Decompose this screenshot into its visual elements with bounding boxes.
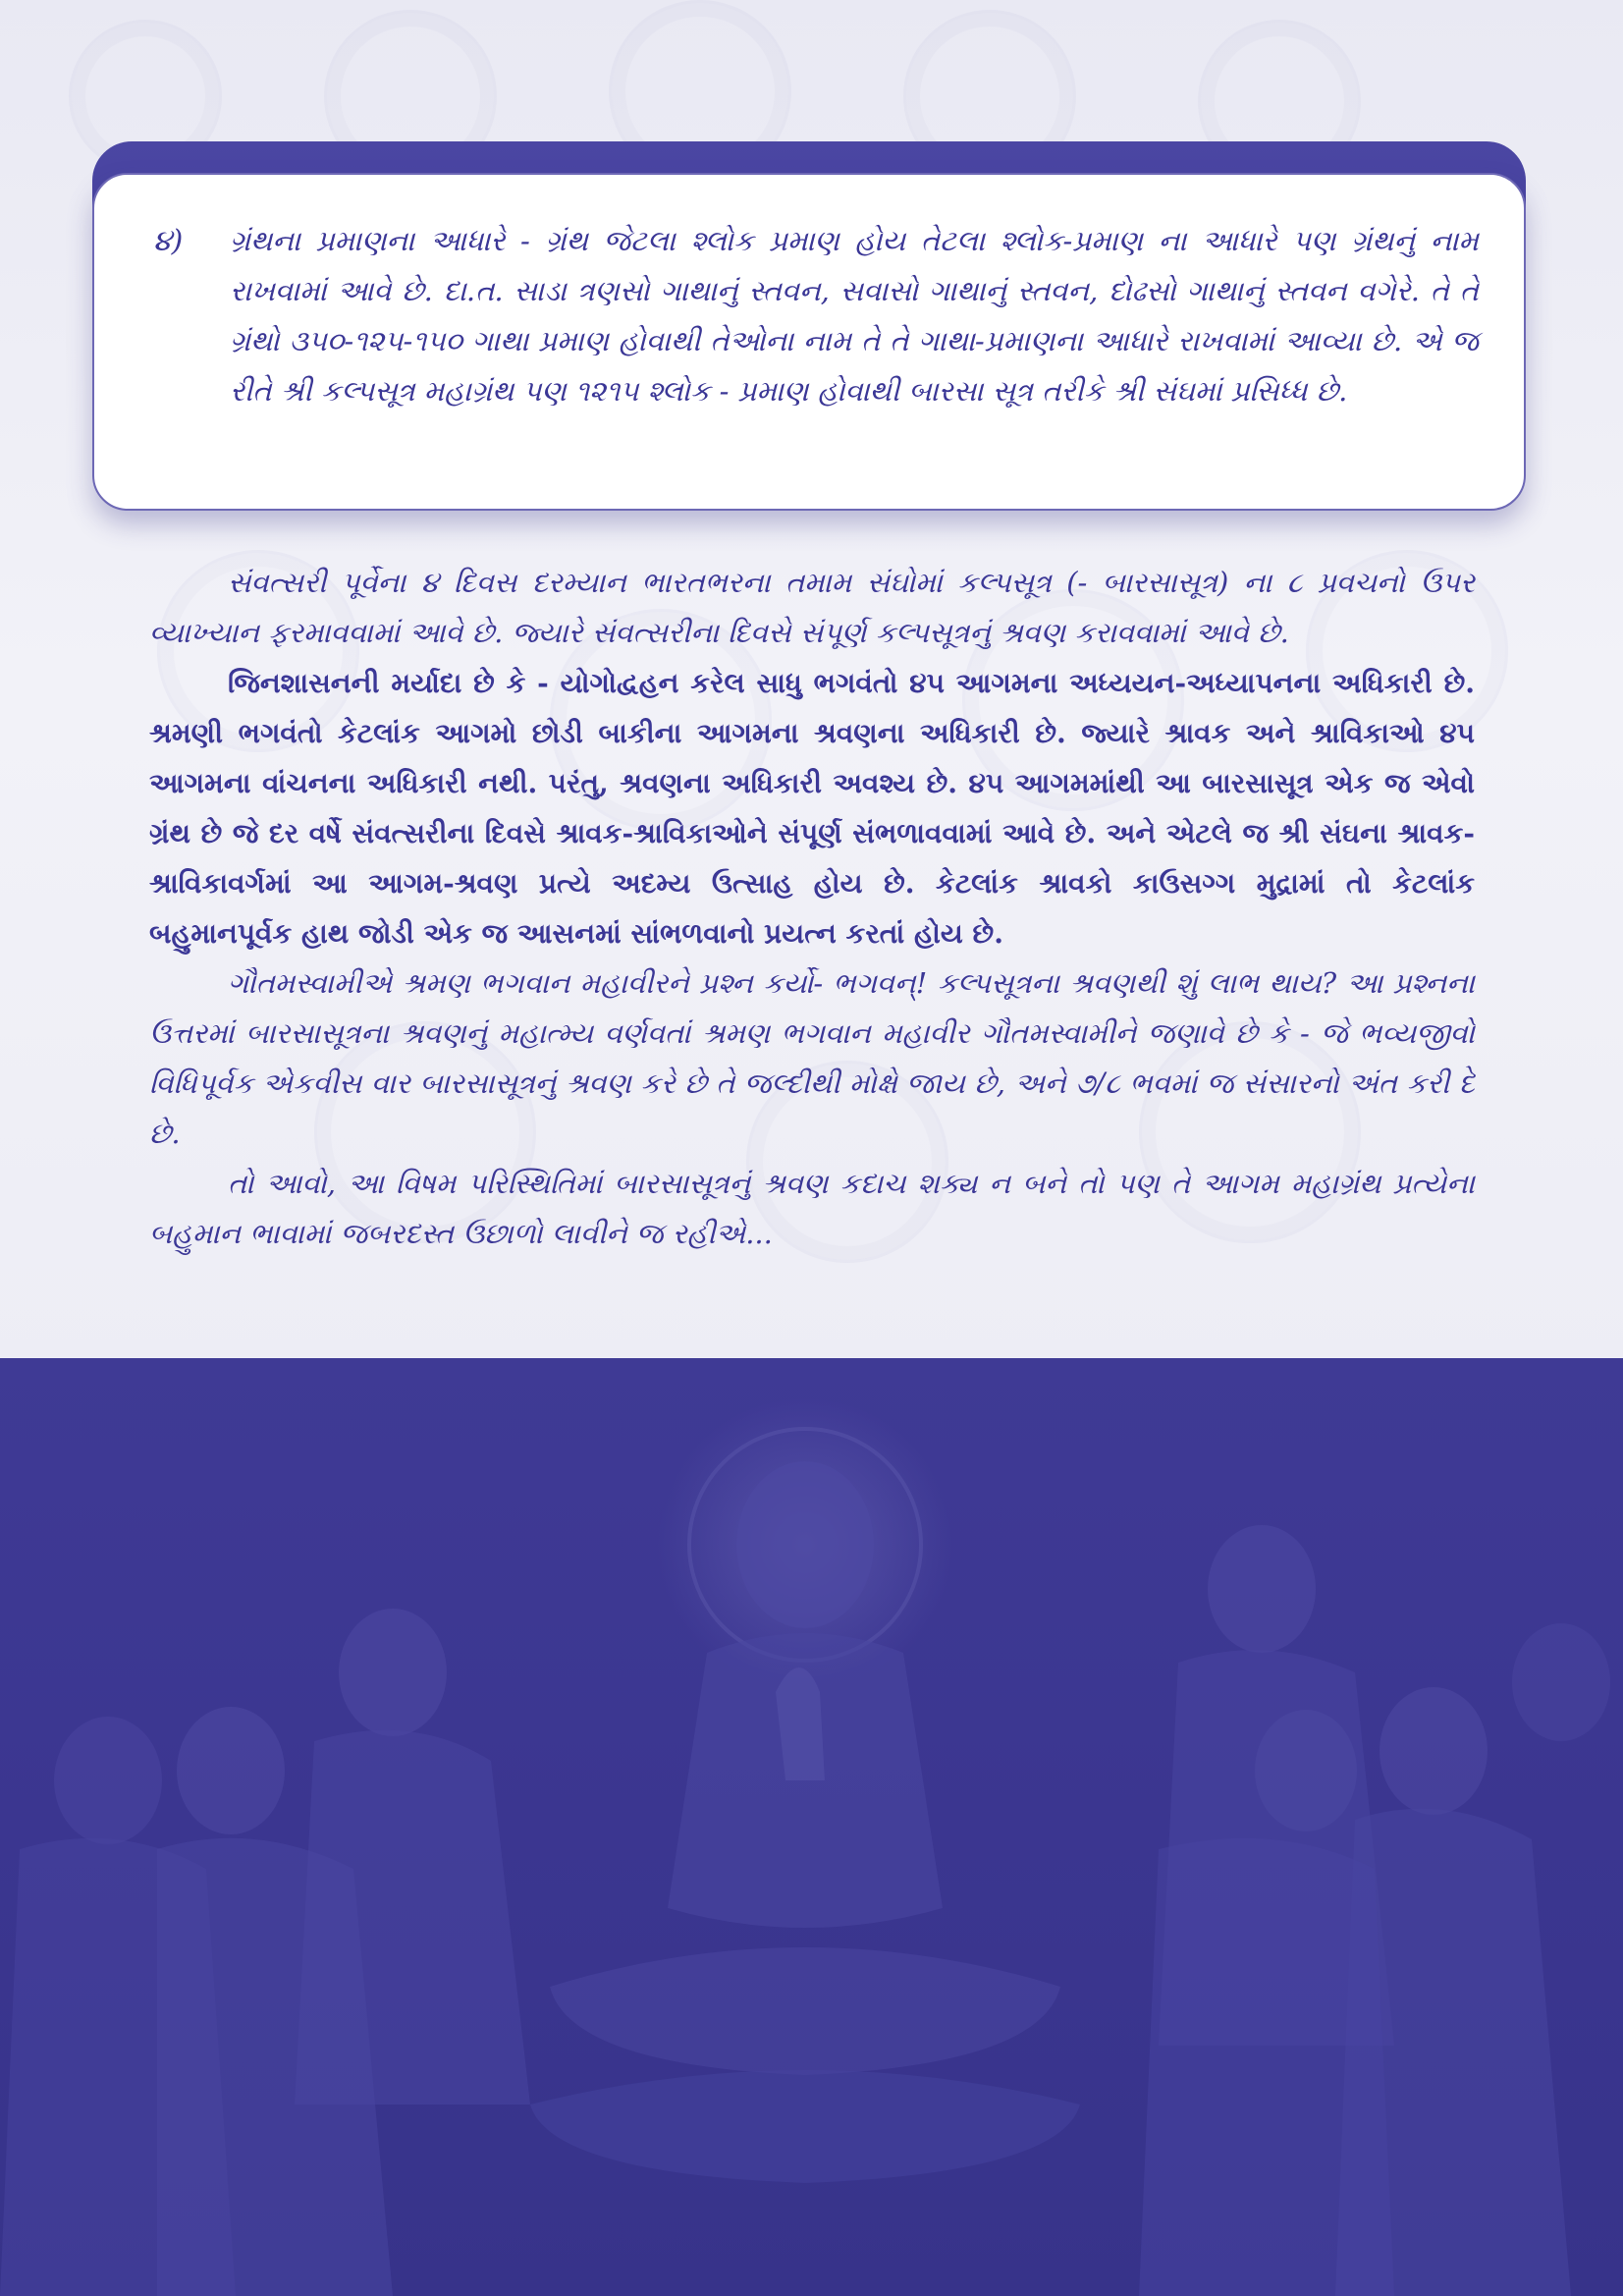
right-listener-head-1 xyxy=(1208,1525,1316,1653)
box-card xyxy=(92,173,1526,511)
right-listener-head-2 xyxy=(1380,1687,1488,1815)
left-listener-head-1 xyxy=(54,1717,162,1844)
central-figure-head xyxy=(736,1461,874,1628)
paragraph-gautam-question: ગૌતમસ્વામીએ શ્રમણ ભગવાન મહાવીરને પ્રશ્ન કર્યો- ભગવન્! કલ્પસૂત્રના શ્રવણથી શું લાભ થાય? આ પ્રશ્નના ઉત્તરમાં બારસાસૂત્રના શ્રવણનું મહાત્મ્ય વર્ણવતાં શ્રમણ ભગવાન મહાવીર ગૌતમસ્વામીને જણાવે છે કે - જે ભવ્યજીવો વિધિપૂર્વક એકવીસ વાર બારસાસૂત્રનું શ્રવણ કરે છે તે જલ્દીથી મોક્ષે જાય છે, અને ૭/૮ ભવમાં જ સંસારનો અંત કરી દે છે. xyxy=(149,966,1475,1150)
left-listener-head-3 xyxy=(339,1609,447,1736)
paragraph-paryushan: સંવત્સરી પૂર્વેના ૪ દિવસ દરમ્યાન ભારતભરના તમામ સંઘોમાં કલ્પસૂત્ર (- બારસાસૂત્ર) ના ૮ પ્રવચનો ઉપર વ્યાખ્યાન ફરમાવવામાં આવે છે. જ્યારે સંવત્સરીના દિવસે સંપૂર્ણ કલ્પસૂત્રનું શ્રવણ કરાવવામાં આવે છે. xyxy=(149,566,1475,649)
paragraph-jinshasan: જિનશાસનની મર્યાદા છે કે - યોગોદ્વહન કરેલ સાધુ ભગવંતો ૪૫ આગમના અધ્યયન-અધ્યાપનના અધિકારી છે. શ્રમણી ભગવંતો કેટલાંક આગમો છોડી બાકીના આગમના શ્રવણના અધિકારી છે. જ્યારે શ્રાવક અને શ્રાવિકાઓ ૪૫ આગમના વાંચનના અધિકારી નથી. પરંતુ, શ્રવણના અધિકારી અવશ્ય છે. ૪૫ આગમમાંથી આ બારસાસૂત્ર એક જ એવો ગ્રંથ છે જે દર વર્ષે સંવત્સરીના દિવસે શ્રાવક-શ્રાવિકાઓને સંપૂર્ણ સંભળાવવામાં આવે છે. અને એટલે જ શ્રી સંઘના શ્રાવક-શ્રાવિકાવર્ગમાં આ આગમ-શ્રવણ પ્રત્યે અદમ્ય ઉત્સાહ હોય છે. કેટલાંક શ્રાવકો કાઉસગ્ગ મુદ્રામાં તો કેટલાંક બહુમાનપૂર્વક હાથ જોડી એક જ આસનમાં સાંભળવાનો પ્રયત્ન કરતાં હોય છે. xyxy=(149,667,1475,950)
right-listener-head-3 xyxy=(1512,1623,1610,1741)
body-text xyxy=(149,558,1475,1259)
left-listener-head-2 xyxy=(177,1707,285,1834)
mahavira-sermon-illustration-icon xyxy=(0,1358,1623,2296)
box-item-number: ૪) xyxy=(153,224,184,258)
lotus-seat xyxy=(530,2070,1080,2183)
illustration-panel xyxy=(0,1358,1623,2296)
right-listener-body-4 xyxy=(1139,1838,1394,2296)
highlight-box xyxy=(92,141,1526,511)
paragraph-closing: તો આવો, આ વિષમ પરિસ્થિતિમાં બારસાસૂત્રનું શ્રવણ કદાચ શક્ય ન બને તો પણ તે આગમ મહાગ્રંથ પ્રત્યેના બહુમાન ભાવામાં જબરદસ્ત ઉછાળો લાવીને જ રહીએ... xyxy=(149,1167,1475,1250)
right-listener-head-4 xyxy=(1255,1710,1357,1831)
box-text: ગ્રંથના પ્રમાણના આધારે - ગ્રંથ જેટલા શ્લોક પ્રમાણ હોય તેટલા શ્લોક-પ્રમાણ ના આધારે પણ ગ્રંથનું નામ રાખવામાં આવે છે. દા.ત. સાડા ત્રણસો ગાથાનું સ્તવન, સવાસો ગાથાનું સ્તવન, દોઢસો ગાથાનું સ્તવન વગેરે. તે તે ગ્રંથો ૩૫૦-૧૨૫-૧૫૦ ગાથા પ્રમાણ હોવાથી તેઓના નામ તે તે ગાથા-પ્રમાણના આધારે રાખવામાં આવ્યા છે. એ જ રીતે શ્રી કલ્પસૂત્ર મહાગ્રંથ પણ ૧૨૧૫ શ્લોક - પ્રમાણ હોવાથી બારસા સૂત્ર તરીકે શ્રી સંઘમાં પ્રસિધ્ધ છે. xyxy=(230,224,1479,408)
central-figure-legs xyxy=(550,1947,1060,2075)
left-listener-body-3 xyxy=(295,1730,530,2105)
